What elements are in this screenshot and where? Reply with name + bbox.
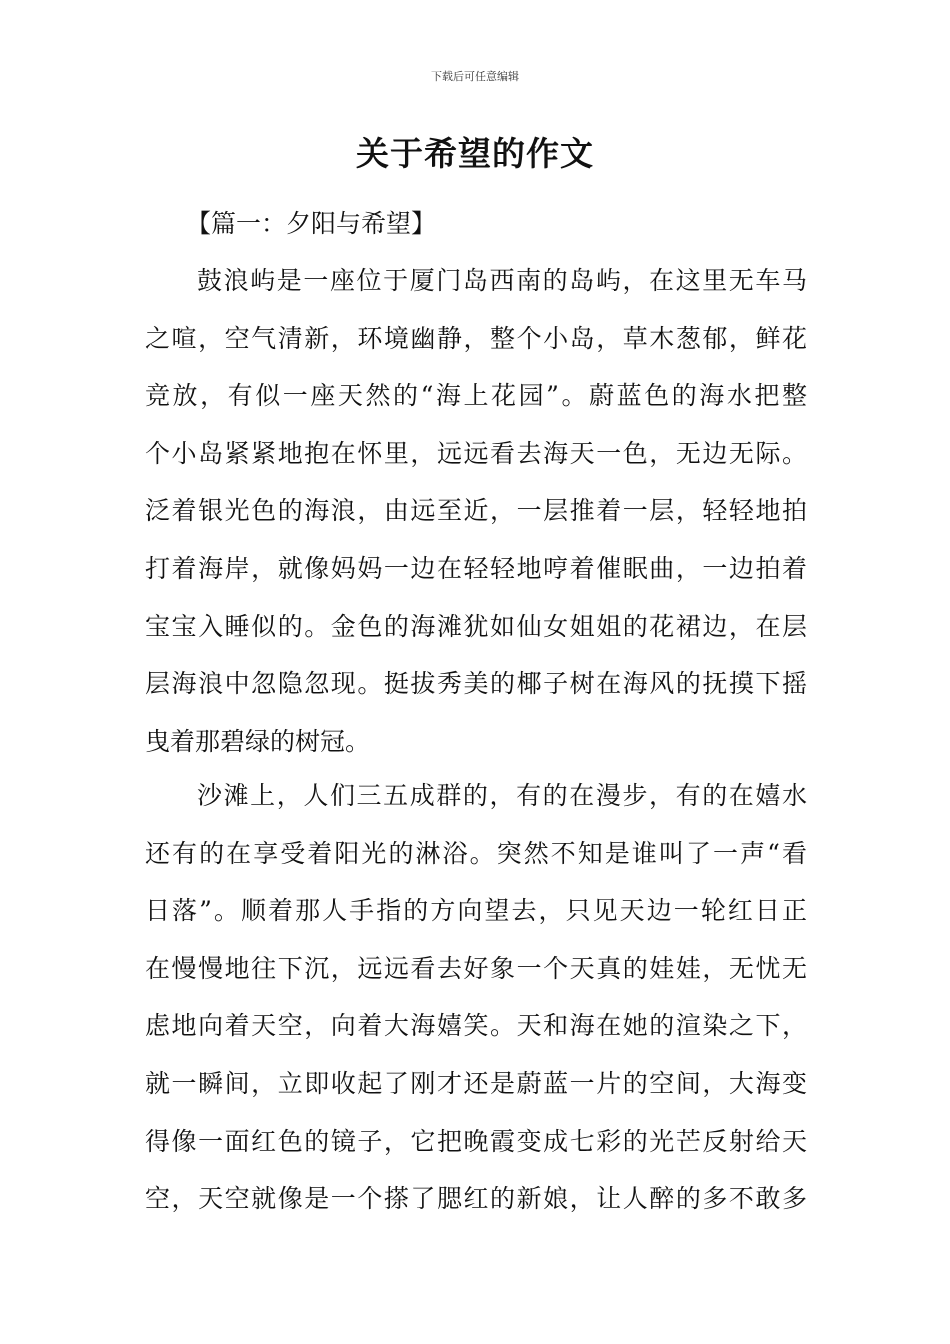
paragraph-line: 空，天空就像是一个搽了腮红的新娘，让人醉的多不敢多 xyxy=(145,1184,807,1214)
paragraph-line: 宝宝入睡似的。金色的海滩犹如仙女姐姐的花裙边，在层 xyxy=(145,611,807,641)
paragraph-line: 还有的在享受着阳光的淋浴。突然不知是谁叫了一声“看 xyxy=(145,838,807,868)
paragraph-line: 日落”。顺着那人手指的方向望去，只见天边一轮红日正 xyxy=(145,896,807,926)
paragraph-line: 就一瞬间，立即收起了刚才还是蔚蓝一片的空间，大海变 xyxy=(145,1068,807,1098)
paragraph-line: 虑地向着天空，向着大海嬉笑。天和海在她的渲染之下， xyxy=(145,1011,807,1041)
paragraph-line: 个小岛紧紧地抱在怀里，远远看去海天一色，无边无际。 xyxy=(145,438,807,468)
paragraph-line: 得像一面红色的镜子，它把晚霞变成七彩的光芒反射给天 xyxy=(145,1126,807,1156)
header-note: 下载后可任意编辑 xyxy=(431,70,519,83)
paragraph xyxy=(145,767,807,1228)
paragraph-line: 层海浪中忽隐忽现。挺拔秀美的椰子树在海风的抚摸下摇 xyxy=(145,669,807,699)
paragraph-line: 竞放，有似一座天然的“海上花园”。蔚蓝色的海水把整 xyxy=(145,381,807,411)
section-heading: 【篇一：夕阳与希望】 xyxy=(186,209,437,238)
paragraph-line: 鼓浪屿是一座位于厦门岛西南的岛屿，在这里无车马 xyxy=(197,266,807,295)
page-title: 关于希望的作文 xyxy=(356,134,594,173)
paragraph-line: 沙滩上，人们三五成群的，有的在漫步，有的在嬉水 xyxy=(197,781,807,810)
paragraph-line: 在慢慢地往下沉，远远看去好象一个天真的娃娃，无忧无 xyxy=(145,953,807,983)
paragraph-line: 泛着银光色的海浪，由远至近，一层推着一层，轻轻地拍 xyxy=(145,496,807,526)
paragraph-line: 打着海岸，就像妈妈一边在轻轻地哼着催眠曲，一边拍着 xyxy=(145,553,807,583)
paragraph xyxy=(145,252,807,770)
paragraph-line: 之喧，空气清新，环境幽静，整个小岛，草木葱郁，鲜花 xyxy=(145,323,807,353)
paragraph-line: 曳着那碧绿的树冠。 xyxy=(145,726,371,756)
